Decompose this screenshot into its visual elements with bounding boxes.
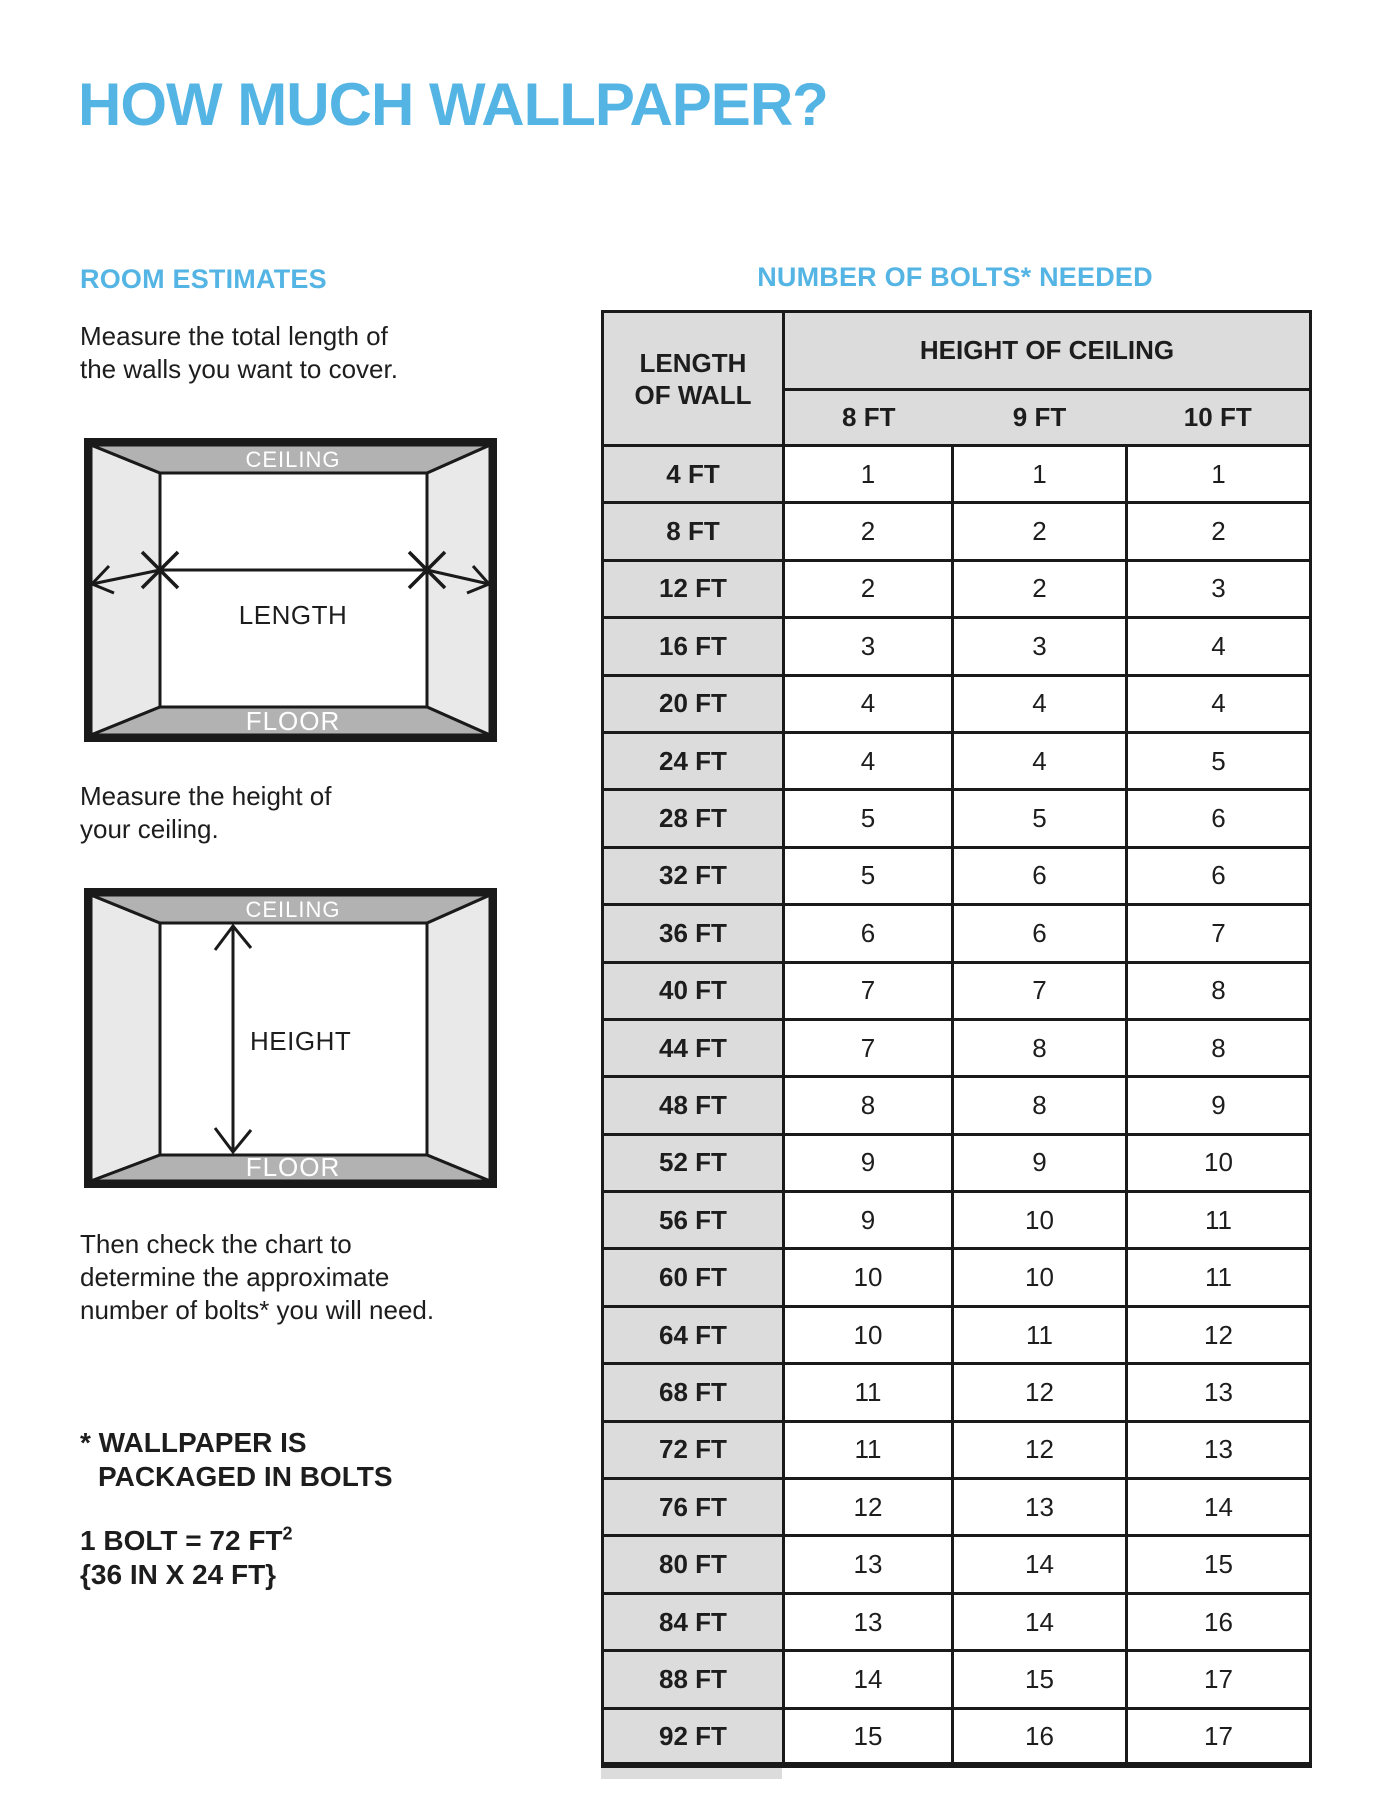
ceiling-label: CEILING (245, 447, 341, 472)
bolts-value-cell: 4 (1127, 618, 1311, 675)
bolts-value-cell: 6 (784, 905, 953, 962)
bolts-value-cell: 3 (1127, 560, 1311, 617)
row-length-label: 60 FT (603, 1249, 784, 1306)
bolt-equation (80, 1524, 293, 1592)
bolts-table-heading: NUMBER OF BOLTS* NEEDED (757, 262, 1153, 292)
row-length-label: 84 FT (603, 1593, 784, 1650)
bolts-value-cell: 1 (784, 446, 953, 503)
row-length-label: 80 FT (603, 1536, 784, 1593)
row-length-label: 52 FT (603, 1134, 784, 1191)
table-row (603, 962, 1311, 1019)
col-header-8ft: 8 FT (784, 390, 953, 446)
row-length-label: 68 FT (603, 1364, 784, 1421)
bolts-value-cell: 9 (784, 1192, 953, 1249)
row-length-label: 28 FT (603, 790, 784, 847)
row-length-label: 16 FT (603, 618, 784, 675)
bolts-value-cell: 3 (784, 618, 953, 675)
back-wall (160, 473, 427, 707)
bolts-value-cell: 4 (1127, 675, 1311, 732)
bolts-value-cell: 12 (1127, 1306, 1311, 1363)
bolts-value-cell: 14 (1127, 1479, 1311, 1536)
row-length-label: 64 FT (603, 1306, 784, 1363)
page-title: HOW MUCH WALLPAPER? (78, 71, 828, 138)
bolts-value-cell: 3 (953, 618, 1127, 675)
bolts-value-cell: 8 (953, 1019, 1127, 1076)
length-of-wall-header: LENGTH OF WALL (603, 312, 784, 446)
table-row (603, 1421, 1311, 1478)
bolts-value-cell: 12 (953, 1364, 1127, 1421)
bolts-value-cell: 4 (784, 732, 953, 789)
bolts-value-cell: 17 (1127, 1708, 1311, 1765)
squared-superscript: 2 (282, 1523, 293, 1544)
measure-length-line2: the walls you want to cover. (80, 354, 398, 384)
row-length-label: 48 FT (603, 1077, 784, 1134)
right-wall (427, 445, 490, 735)
row-length-label: 4 FT (603, 446, 784, 503)
col-header-9ft: 9 FT (953, 390, 1127, 446)
bolts-value-cell: 16 (953, 1708, 1127, 1765)
table-row (603, 1019, 1311, 1076)
table-row (603, 618, 1311, 675)
bolts-value-cell: 14 (953, 1536, 1127, 1593)
col-header-10ft: 10 FT (1127, 390, 1311, 446)
row-length-label: 20 FT (603, 675, 784, 732)
row-length-label: 36 FT (603, 905, 784, 962)
bolts-value-cell: 11 (784, 1421, 953, 1478)
row-length-label: 12 FT (603, 560, 784, 617)
bolts-value-cell: 13 (1127, 1364, 1311, 1421)
bolts-value-cell: 8 (784, 1077, 953, 1134)
bolts-value-cell: 10 (1127, 1134, 1311, 1191)
row-length-label: 88 FT (603, 1651, 784, 1708)
bolts-value-cell: 10 (953, 1249, 1127, 1306)
floor-label: FLOOR (245, 706, 341, 736)
bolts-value-cell: 8 (1127, 1019, 1311, 1076)
check-chart-line2: determine the approximate (80, 1262, 390, 1292)
bolts-value-cell: 4 (953, 732, 1127, 789)
bolts-table (601, 310, 1312, 1768)
bolts-value-cell: 2 (1127, 503, 1311, 560)
bolts-value-cell: 6 (1127, 847, 1311, 904)
bolts-value-cell: 8 (953, 1077, 1127, 1134)
bolts-value-cell: 8 (1127, 962, 1311, 1019)
row-length-label: 44 FT (603, 1019, 784, 1076)
right-wall (427, 895, 490, 1181)
bolts-value-cell: 9 (953, 1134, 1127, 1191)
bolts-value-cell: 7 (784, 1019, 953, 1076)
table-row (603, 1306, 1311, 1363)
height-diagram (84, 888, 497, 1188)
table-footer-gray-stub (601, 1768, 782, 1779)
table-row (603, 1479, 1311, 1536)
left-wall (91, 445, 160, 735)
row-length-label: 40 FT (603, 962, 784, 1019)
length-diagram (84, 438, 497, 742)
table-row (603, 905, 1311, 962)
table-row (603, 732, 1311, 789)
bolts-value-cell: 2 (953, 503, 1127, 560)
bolts-value-cell: 4 (953, 675, 1127, 732)
table-row (603, 560, 1311, 617)
height-label: HEIGHT (250, 1026, 352, 1056)
bolts-value-cell: 10 (953, 1192, 1127, 1249)
bolts-value-cell: 15 (784, 1708, 953, 1765)
bolts-value-cell: 14 (953, 1593, 1127, 1650)
bolts-table-section (601, 262, 1309, 1779)
table-row (603, 446, 1311, 503)
bolts-value-cell: 11 (953, 1306, 1127, 1363)
row-length-label: 56 FT (603, 1192, 784, 1249)
bolts-value-cell: 2 (784, 560, 953, 617)
bolts-value-cell: 15 (1127, 1536, 1311, 1593)
table-row (603, 675, 1311, 732)
measure-length-line1: Measure the total length of (80, 321, 388, 351)
bolts-value-cell: 10 (784, 1249, 953, 1306)
bolts-value-cell: 13 (784, 1593, 953, 1650)
table-row (603, 1134, 1311, 1191)
bolts-value-cell: 15 (953, 1651, 1127, 1708)
table-row (603, 1077, 1311, 1134)
bolts-value-cell: 11 (1127, 1249, 1311, 1306)
bolts-value-cell: 13 (784, 1536, 953, 1593)
measure-length-text (80, 320, 398, 386)
table-row (603, 1192, 1311, 1249)
row-length-label: 92 FT (603, 1708, 784, 1765)
check-chart-line1: Then check the chart to (80, 1229, 352, 1259)
length-label: LENGTH (238, 600, 348, 630)
bolts-value-cell: 12 (953, 1421, 1127, 1478)
table-row (603, 1593, 1311, 1650)
wallpaper-bolts-footnote (80, 1426, 393, 1494)
bolts-value-cell: 13 (1127, 1421, 1311, 1478)
bolts-value-cell: 9 (784, 1134, 953, 1191)
bolts-value-cell: 5 (784, 790, 953, 847)
bolt-equation-line2: {36 IN X 24 FT} (80, 1559, 277, 1590)
table-row (603, 1364, 1311, 1421)
ceiling-label: CEILING (245, 897, 341, 922)
bolts-value-cell: 14 (784, 1651, 953, 1708)
bolts-value-cell: 6 (953, 847, 1127, 904)
room-estimates-heading: ROOM ESTIMATES (80, 264, 327, 294)
footnote-line2: PACKAGED IN BOLTS (98, 1461, 393, 1492)
measure-height-text (80, 780, 332, 846)
measure-height-line2: your ceiling. (80, 814, 219, 844)
table-row (603, 1249, 1311, 1306)
left-wall (91, 895, 160, 1181)
bolts-value-cell: 10 (784, 1306, 953, 1363)
bolt-equation-line1: 1 BOLT = 72 $FT^2$ (80, 1523, 293, 1556)
check-chart-line3: number of bolts* you will need. (80, 1295, 435, 1325)
bolts-value-cell: 4 (784, 675, 953, 732)
bolts-value-cell: 13 (953, 1479, 1127, 1536)
table-row (603, 1708, 1311, 1765)
row-length-label: 8 FT (603, 503, 784, 560)
bolts-value-cell: 6 (1127, 790, 1311, 847)
bolts-value-cell: 17 (1127, 1651, 1311, 1708)
table-row (603, 1536, 1311, 1593)
bolts-value-cell: 7 (784, 962, 953, 1019)
table-row (603, 847, 1311, 904)
bolts-value-cell: 5 (784, 847, 953, 904)
bolts-value-cell: 5 (953, 790, 1127, 847)
bolts-value-cell: 11 (784, 1364, 953, 1421)
bolts-value-cell: 16 (1127, 1593, 1311, 1650)
bolts-value-cell: 12 (784, 1479, 953, 1536)
bolts-value-cell: 2 (953, 560, 1127, 617)
table-row (603, 503, 1311, 560)
bolts-value-cell: 2 (784, 503, 953, 560)
measure-height-line1: Measure the height of (80, 781, 332, 811)
bolts-value-cell: 11 (1127, 1192, 1311, 1249)
table-row (603, 1651, 1311, 1708)
footnote-line1: * WALLPAPER IS (80, 1427, 307, 1458)
bolts-value-cell: 7 (1127, 905, 1311, 962)
bolts-value-cell: 1 (1127, 446, 1311, 503)
row-length-label: 76 FT (603, 1479, 784, 1536)
bolts-value-cell: 5 (1127, 732, 1311, 789)
check-chart-text (80, 1228, 434, 1327)
bolts-value-cell: 7 (953, 962, 1127, 1019)
row-length-label: 32 FT (603, 847, 784, 904)
bolts-value-cell: 1 (953, 446, 1127, 503)
height-of-ceiling-header: HEIGHT OF CEILING (784, 312, 1311, 390)
row-length-label: 72 FT (603, 1421, 784, 1478)
table-row (603, 790, 1311, 847)
floor-label: FLOOR (245, 1152, 341, 1182)
row-length-label: 24 FT (603, 732, 784, 789)
bolts-value-cell: 6 (953, 905, 1127, 962)
bolts-value-cell: 9 (1127, 1077, 1311, 1134)
